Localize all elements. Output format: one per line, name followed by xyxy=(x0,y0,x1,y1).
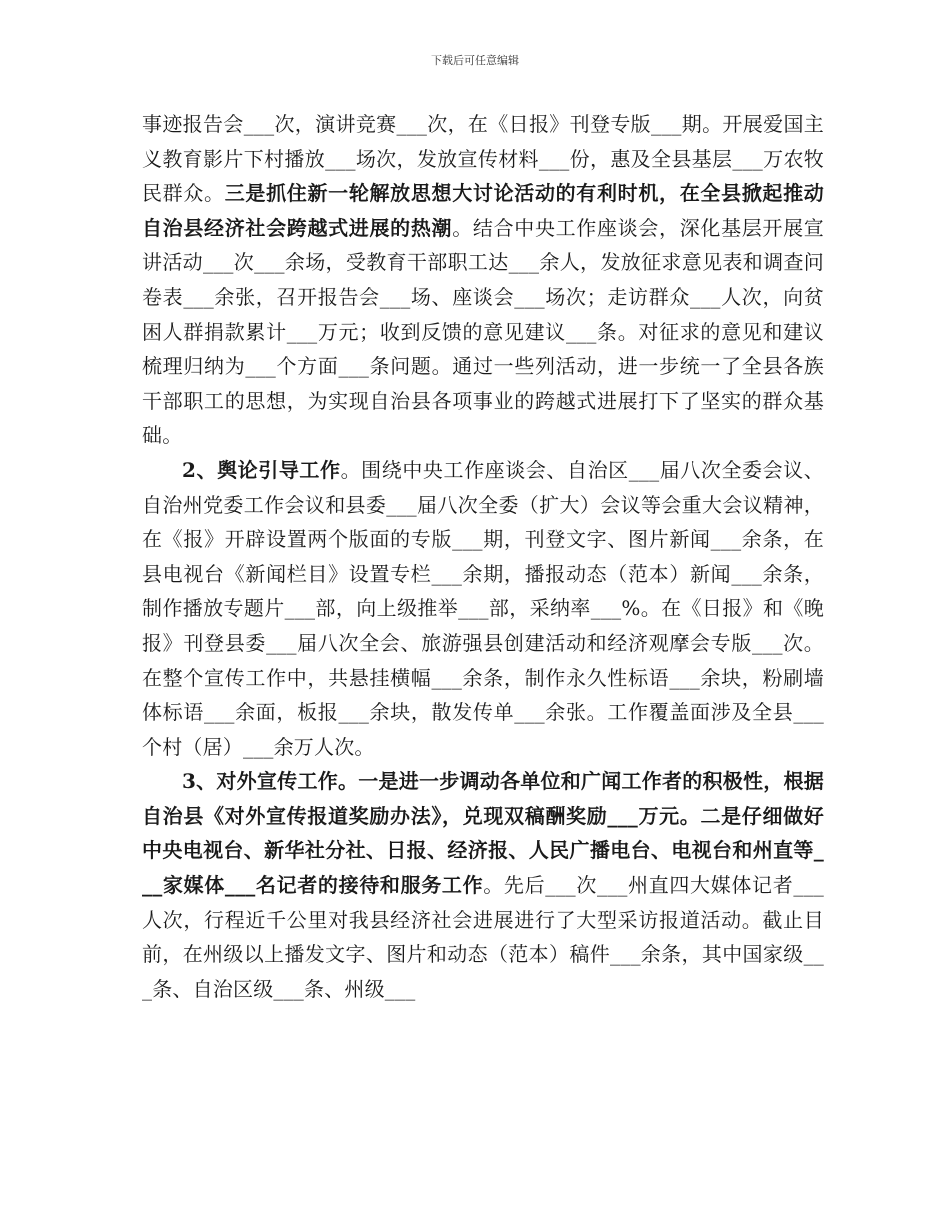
paragraph-2-heading: 2、舆论引导工作 xyxy=(182,457,341,482)
paragraph-1-text-b: 。结合中央工作座谈会，深化基层开展宣讲活动___次___余场，受教育干部职工达___余人，发放征求意见表和调查问卷表___余张，召开报告会___场、座谈会___场次；走访群众___人次，向贫困人群捐款累计___万元；收到反馈的意见建议___条。对征求的意见和建议梳理归纳为___个方面___条问题。通过一些列活动，进一步统一了全县各族干部职工的思想，为实现自治县各项事业的跨越式进展打下了坚实的群众基础。 xyxy=(142,215,824,448)
paragraph-2-text: 。围绕中央工作座谈会、自治区___届八次全委会议、自治州党委工作会议和县委___届八次全委（扩大）会议等会重大会议精神，在《报》开辟设置两个版面的专版___期，刊登文字、图片新闻___余条，在县电视台《新闻栏目》设置专栏___余期，播报动态（范本）新闻___余条，制作播放专题片___部，向上级推举___部，采纳率___%。在《日报》和《晚报》刊登县委___届八次全会、旅游强县创建活动和经济观摩会专版___次。在整个宣传工作中，共悬挂横幅___余条，制作永久性标语___余块，粉刷墙体标语___余面，板报___余块，散发传单___余张。工作覆盖面涉及全县___个村（居）___余万人次。 xyxy=(142,457,824,759)
paragraph-1-bold-text: 三是抓住新一轮解放思想大讨论活动的有利时机，在全县掀起推动自治县经济社会跨越式进展的热潮 xyxy=(142,181,824,240)
paragraph-3-text: 。先后___次___州直四大媒体记者___人次，行程近千公里对我县经济社会进展进行了大型采访报道活动。截止目前，在州级以上播发文字、图片和动态（范本）稿件___余条，其中国家级___条、自治区级___条、州级___ xyxy=(142,873,824,1001)
paragraph-2 xyxy=(142,453,824,764)
page-header: 下载后可任意编辑 xyxy=(431,54,519,67)
paragraph-1-text-a: 事迹报告会___次，演讲竞赛___次，在《日报》刊登专版___期。开展爱国主义教育影片下村播放___场次，发放宣传材料___份，惠及全县基层___万农牧民群众。 xyxy=(142,112,824,206)
paragraph-3-heading: 3、对外宣传工作。一是进一步调动各单位和广闻工作者的积极性，根据自治县《对外宣传报道奖励办法》，兑现双稿酬奖励___万元。二是仔细做好中央电视台、新华社分社、日报、经济报、人民广播电台、电视台和州直等___家媒体___名记者的接待和服务工作 xyxy=(142,769,824,898)
paragraph-1 xyxy=(142,107,824,453)
document-body xyxy=(142,107,824,1006)
paragraph-3 xyxy=(142,764,824,1006)
